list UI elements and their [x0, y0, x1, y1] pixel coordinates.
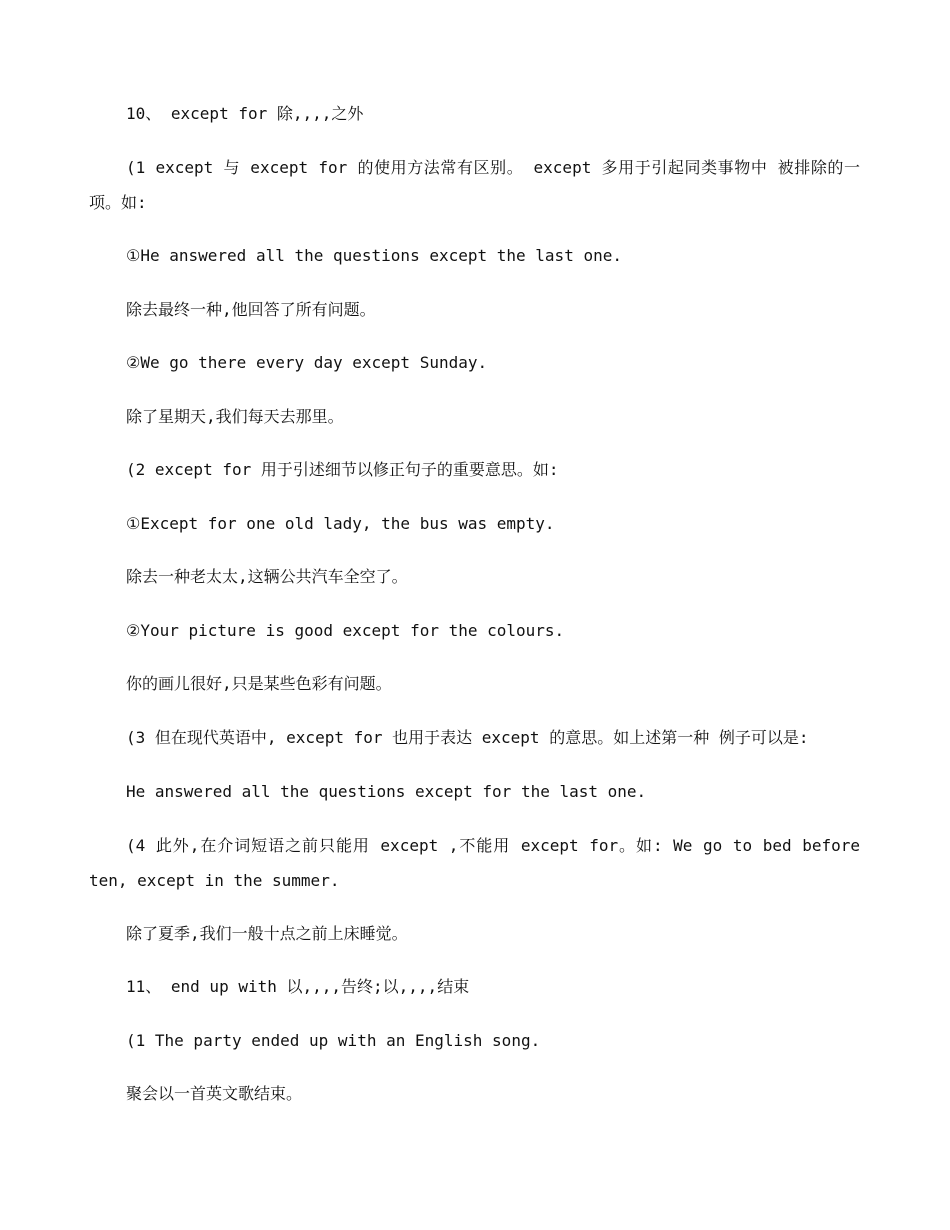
example-translation-1: 除去最终一种,他回答了所有问题。 — [126, 300, 376, 319]
example-translation-6: 聚会以一首英文歌结束。 — [126, 1084, 303, 1103]
heading-except-for: 10、 except for 除,,,,之外 — [126, 104, 364, 123]
paragraph-point-2: (2 except for 用于引述细节以修正句子的重要意思。如: — [126, 460, 559, 479]
example-english-3: ①Except for one old lady, the bus was empty. — [126, 514, 555, 533]
paragraph-point-3: (3 但在现代英语中, except for 也用于表达 except 的意思。如上述第一种 例子可以是: — [126, 728, 809, 747]
example-translation-3: 除去一种老太太,这辆公共汽车全空了。 — [126, 567, 408, 586]
example-english-5: He answered all the questions except for the last one. — [126, 782, 647, 801]
example-translation-5: 除了夏季,我们一般十点之前上床睡觉。 — [126, 924, 408, 943]
example-translation-2: 除了星期天,我们每天去那里。 — [126, 407, 344, 426]
example-english-1: ①He answered all the questions except the last one. — [126, 246, 622, 265]
paragraph-point-4: (4 此外,在介词短语之前只能用 except ,不能用 except for。如: We go to bed before ten, except in the summer. — [89, 836, 860, 890]
example-translation-4: 你的画儿很好,只是某些色彩有问题。 — [126, 674, 392, 693]
heading-end-up-with: 11、 end up with 以,,,,告终;以,,,,结束 — [126, 977, 470, 996]
example-english-4: ②Your picture is good except for the colours. — [126, 621, 565, 640]
example-english-2: ②We go there every day except Sunday. — [126, 353, 488, 372]
example-english-6: (1 The party ended up with an English song. — [126, 1031, 541, 1050]
paragraph-point-1: (1 except 与 except for 的使用方法常有区别。 except 多用于引起同类事物中 被排除的一项。如: — [89, 158, 860, 212]
